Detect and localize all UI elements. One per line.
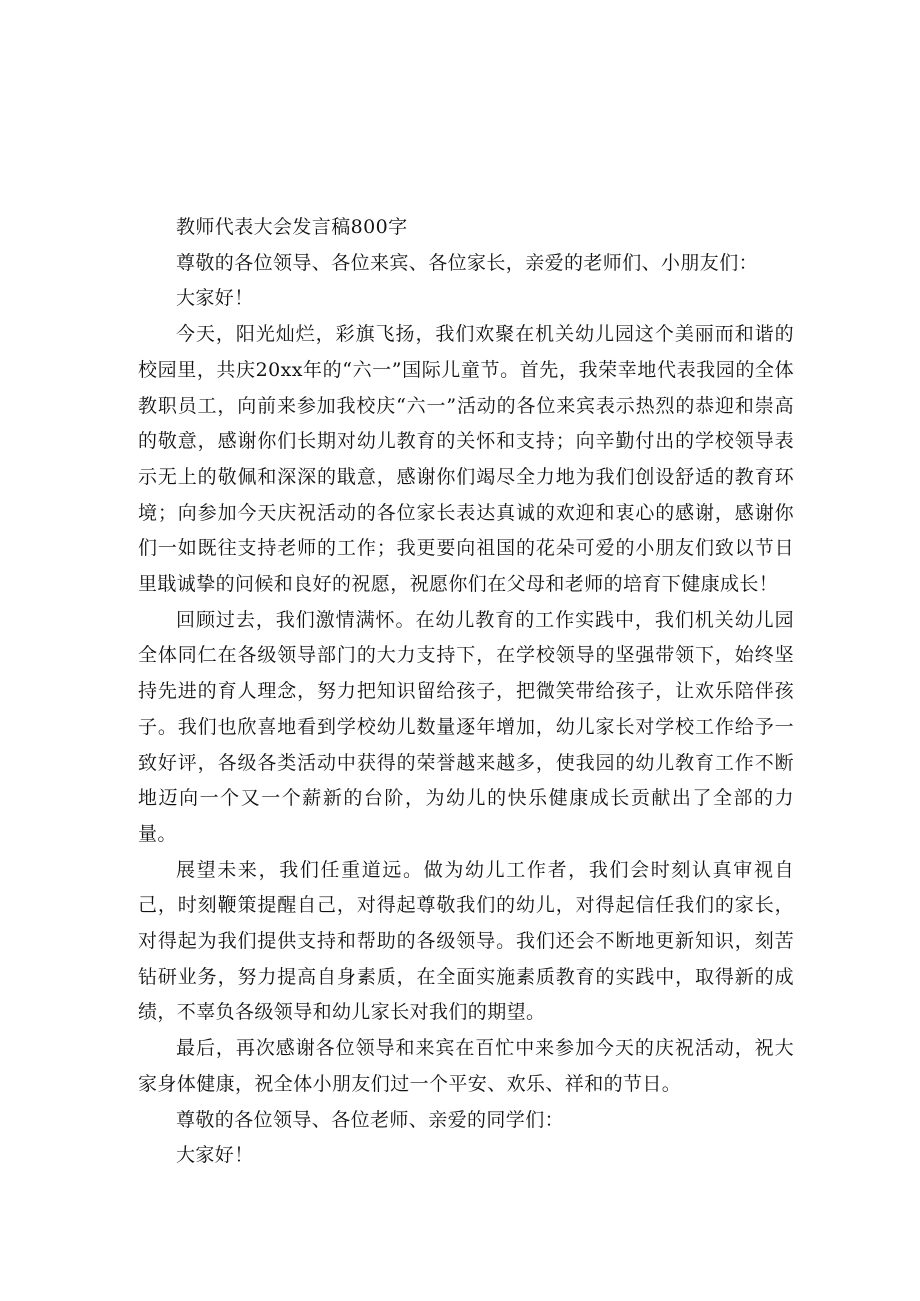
greeting: 大家好！ [176, 1144, 254, 1167]
body-paragraph: 最后，再次感谢各位领导和来宾在百忙中来参加今天的庆祝活动，祝大家身体健康，祝全体小朋友们过一个平安、欢乐、祥和的节日。 [138, 1037, 794, 1095]
body-paragraph: 今天，阳光灿烂，彩旗飞扬，我们欢聚在机关幼儿园这个美丽而和谐的校园里，共庆20xx年的“六一”国际儿童节。首先，我荣幸地代表我园的全体教职员工，向前来参加我校庆“六一”活动的各位来宾表示热烈的恭迎和崇高的敬意，感谢你们长期对幼儿教育的关怀和支持；向辛勤付出的学校领导表示无上的敬佩和深深的戢意，感谢你们竭尽全力地为我们创设舒适的教育环境；向参加今天庆祝活动的各位家长表达真诚的欢迎和衷心的感谢，感谢你们一如既往支持老师的工作；我更要向祖国的花朵可爱的小朋友们致以节日里戢诚挚的问候和良好的祝愿，祝愿你们在父母和老师的培育下健康成长！ [138, 323, 794, 596]
salutation: 尊敬的各位领导、各位来宾、各位家长，亲爱的老师们、小朋友们： [176, 251, 759, 274]
body-paragraph: 展望未来，我们任重道远。做为幼儿工作者，我们会时刻认真审视自己，时刻鞭策提醒自己，对得起尊敬我们的幼儿，对得起信任我们的家长，对得起为我们提供支持和帮助的各级领导。我们还会不断地更新知识，刻苦钻研业务，努力提高自身素质，在全面实施素质教育的实践中，取得新的成绩，不辜负各级领导和幼儿家长对我们的期望。 [138, 858, 794, 1024]
salutation: 尊敬的各位领导、各位老师、亲爱的同学们： [176, 1108, 565, 1131]
document-page [138, 210, 794, 1174]
greeting: 大家好！ [176, 287, 254, 310]
document-title: 教师代表大会发言稿800字 [176, 216, 408, 238]
body-paragraph: 回顾过去，我们激情满怀。在幼儿教育的工作实践中，我们机关幼儿园全体同仁在各级领导部门的大力支持下，在学校领导的坚强带领下，始终坚持先进的育人理念，努力把知识留给孩子，把微笑带给孩子，让欢乐陪伴孩子。我们也欣喜地看到学校幼儿数量逐年增加，幼儿家长对学校工作给予一致好评，各级各类活动中获得的荣誉越来越多，使我园的幼儿敎育工作不断地迈向一个又一个薪新的台阶，为幼儿的快乐健康成长贡献出了全部的力量。 [138, 608, 794, 845]
